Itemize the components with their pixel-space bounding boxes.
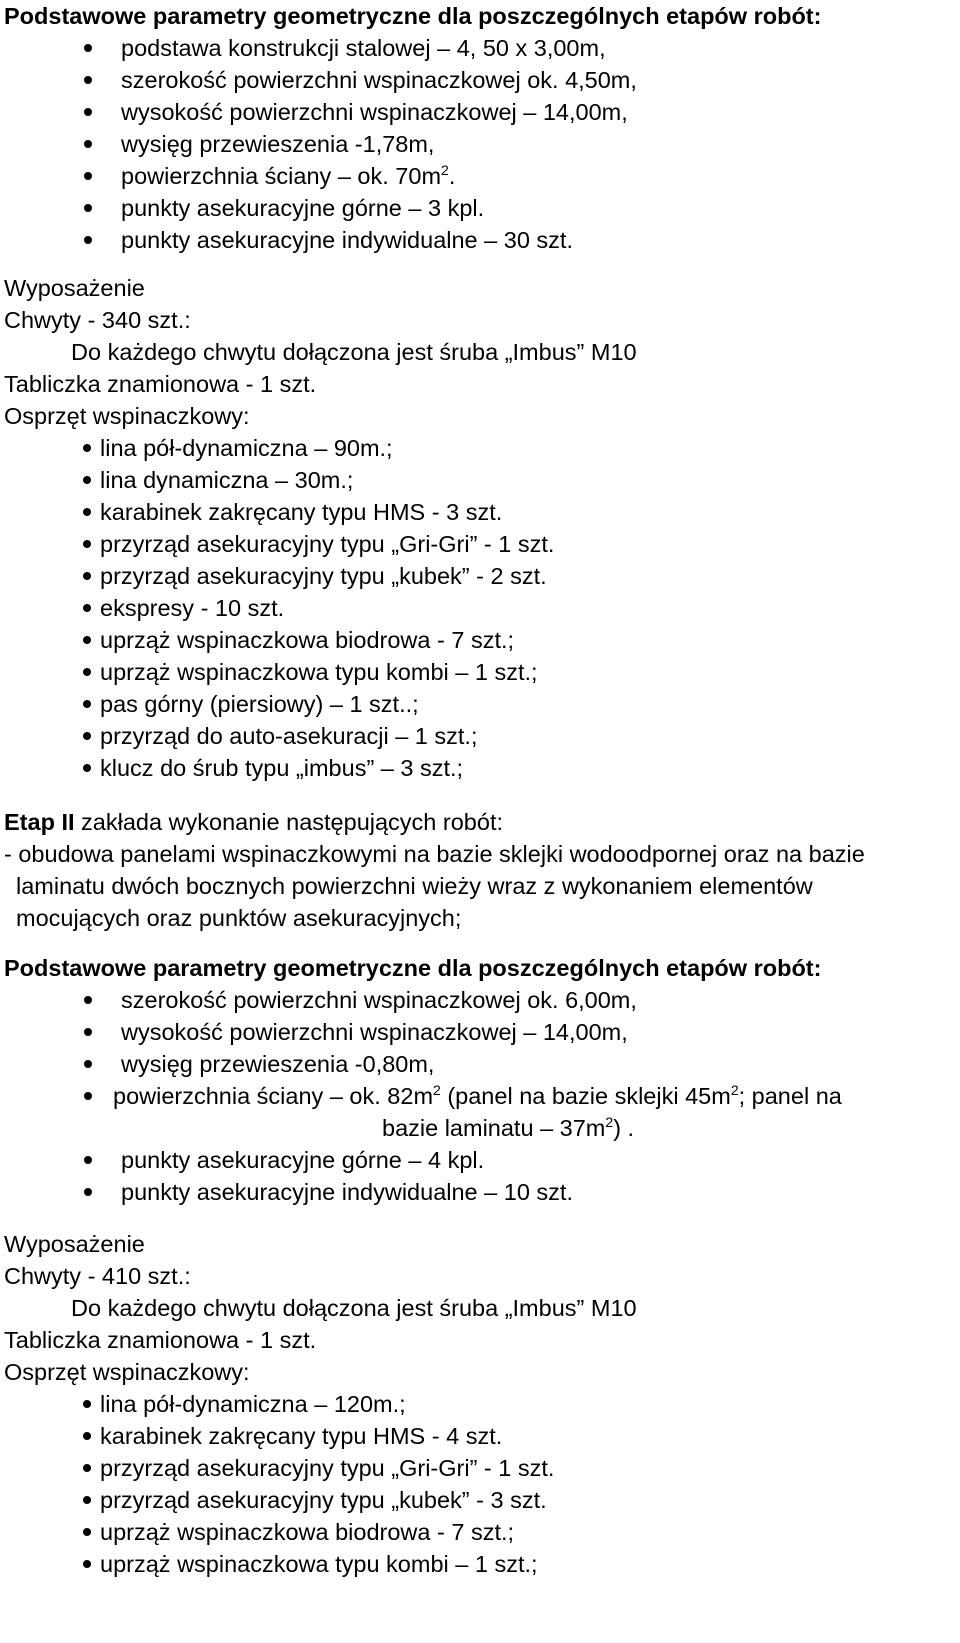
gear-item: karabinek zakręcany typu HMS - 4 szt. [4, 1420, 956, 1452]
gear-item: uprząż wspinaczkowa typu kombi – 1 szt.; [4, 1548, 956, 1580]
equipment-heading: Wyposażenie [4, 275, 145, 301]
stage-line: - obudowa panelami wspinaczkowymi na bazie sklejki wodoodpornej oraz na bazie [4, 841, 865, 867]
param-item-area-cont [4, 1112, 956, 1144]
stage-line: mocujących oraz punktów asekuracyjnych; [16, 905, 462, 931]
param-item: podstawa konstrukcji stalowej – 4, 50 x 3,00m, [4, 32, 956, 64]
holds-note: Do każdego chwytu dołączona jest śruba „Imbus” M10 [71, 1295, 637, 1321]
superscript: 2 [441, 162, 449, 178]
superscript: 2 [433, 1082, 441, 1098]
superscript: 2 [605, 1114, 614, 1130]
gear-heading: Osprzęt wspinaczkowy: [4, 403, 250, 429]
param-item: wysokość powierzchni wspinaczkowej – 14,00m, [4, 1016, 956, 1048]
superscript: 2 [730, 1082, 739, 1098]
param-item: punkty asekuracyjne indywidualne – 10 szt. [4, 1176, 956, 1208]
param-item-area [4, 1080, 956, 1112]
section-heading: Podstawowe parametry geometryczne dla poszczególnych etapów robót: [4, 3, 822, 29]
stage-text: zakłada wykonanie następujących robót: [74, 809, 504, 835]
gear-item: karabinek zakręcany typu HMS - 3 szt. [4, 496, 956, 528]
area-text: ) . [613, 1115, 635, 1141]
holds-note: Do każdego chwytu dołączona jest śruba „Imbus” M10 [71, 339, 637, 365]
gear-item: lina pół-dynamiczna – 120m.; [4, 1388, 956, 1420]
gear-item: lina pół-dynamiczna – 90m.; [4, 432, 956, 464]
gear-heading: Osprzęt wspinaczkowy: [4, 1359, 250, 1385]
gear-item: przyrząd asekuracyjny typu „Gri-Gri” - 1 szt. [4, 1452, 956, 1484]
area-text: (panel na bazie sklejki 45m [440, 1083, 731, 1109]
document-page [4, 0, 956, 1580]
gear-item: pas górny (piersiowy) – 1 szt..; [4, 688, 956, 720]
gear-item: przyrząd asekuracyjny typu „kubek” - 2 szt. [4, 560, 956, 592]
param-item: punkty asekuracyjne górne – 4 kpl. [4, 1144, 956, 1176]
area-text: ; panel na [738, 1083, 842, 1109]
param-item: wysięg przewieszenia -0,80m, [4, 1048, 956, 1080]
plate-line: Tabliczka znamionowa - 1 szt. [4, 371, 317, 397]
section-heading: Podstawowe parametry geometryczne dla poszczególnych etapów robót: [4, 955, 822, 981]
plate-line: Tabliczka znamionowa - 1 szt. [4, 1327, 317, 1353]
holds-line: Chwyty - 340 szt.: [4, 307, 191, 333]
area-text: powierzchnia ściany – ok. 70m [121, 163, 442, 189]
gear-item: uprząż wspinaczkowa biodrowa - 7 szt.; [4, 1516, 956, 1548]
area-suffix: . [448, 163, 456, 189]
stage-label: Etap II [4, 809, 75, 835]
area-text: powierzchnia ściany – ok. 82m [113, 1083, 434, 1109]
param-item-area [4, 160, 956, 192]
param-item: wysięg przewieszenia -1,78m, [4, 128, 956, 160]
gear-item: lina dynamiczna – 30m.; [4, 464, 956, 496]
gear-item: przyrząd do auto-asekuracji – 1 szt.; [4, 720, 956, 752]
param-item: szerokość powierzchni wspinaczkowej ok. 6,00m, [4, 984, 956, 1016]
stage-line: laminatu dwóch bocznych powierzchni wieży wraz z wykonaniem elementów [16, 873, 813, 899]
gear-item: przyrząd asekuracyjny typu „Gri-Gri” - 1 szt. [4, 528, 956, 560]
param-item: szerokość powierzchni wspinaczkowej ok. 4,50m, [4, 64, 956, 96]
gear-item: klucz do śrub typu „imbus” – 3 szt.; [4, 752, 956, 784]
param-item: punkty asekuracyjne indywidualne – 30 szt. [4, 224, 956, 256]
gear-item: przyrząd asekuracyjny typu „kubek” - 3 szt. [4, 1484, 956, 1516]
gear-item: uprząż wspinaczkowa typu kombi – 1 szt.; [4, 656, 956, 688]
holds-line: Chwyty - 410 szt.: [4, 1263, 191, 1289]
area-text: bazie laminatu – 37m [382, 1115, 606, 1141]
param-item: wysokość powierzchni wspinaczkowej – 14,00m, [4, 96, 956, 128]
gear-item: ekspresy - 10 szt. [4, 592, 956, 624]
equipment-heading: Wyposażenie [4, 1231, 145, 1257]
stage-heading [4, 806, 956, 838]
param-item: punkty asekuracyjne górne – 3 kpl. [4, 192, 956, 224]
gear-item: uprząż wspinaczkowa biodrowa - 7 szt.; [4, 624, 956, 656]
